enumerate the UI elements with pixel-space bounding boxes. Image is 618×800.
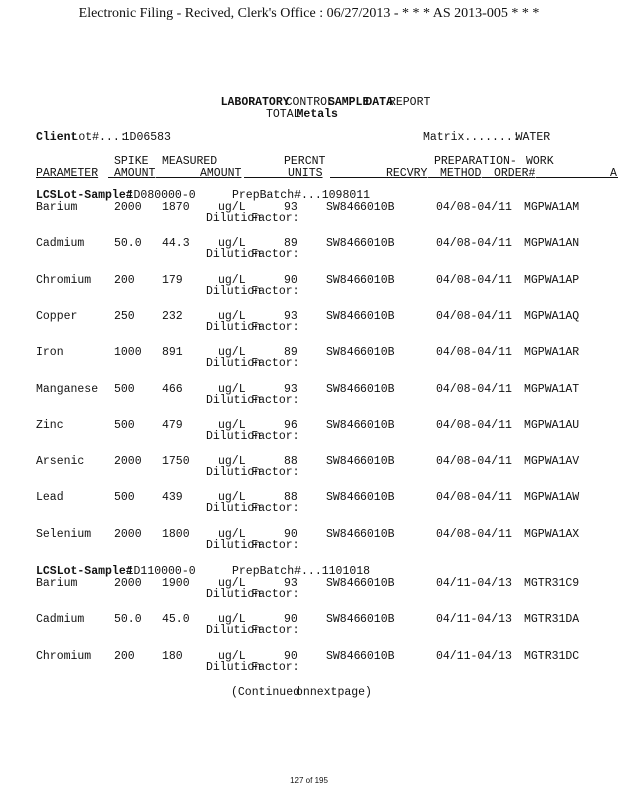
header-measured: MEASURED bbox=[162, 155, 218, 168]
recovery-cell: 89 bbox=[284, 237, 298, 251]
units-cell: ug/L bbox=[218, 237, 246, 251]
dilution-factor-line bbox=[206, 588, 300, 601]
work-order-cell: MGPWA1AX bbox=[524, 527, 580, 541]
dilution-factor-line bbox=[206, 248, 300, 261]
dilution-label: Dilution bbox=[206, 212, 262, 225]
dilution-label: Dilution bbox=[206, 429, 262, 443]
continued-note bbox=[231, 686, 372, 699]
title-sample: SAMPLE bbox=[327, 96, 370, 109]
dilution-label: Dilution bbox=[206, 393, 262, 407]
units-cell: ug/L bbox=[218, 346, 246, 360]
dilution-factor-line bbox=[206, 321, 300, 334]
prep-date-cell: 04/08-04/11 bbox=[436, 491, 512, 505]
title-report: REPORT bbox=[388, 96, 431, 109]
method-sw-cell: SW846 bbox=[326, 649, 361, 663]
header-underline-4 bbox=[330, 167, 386, 180]
factor-label: Factor: bbox=[251, 357, 300, 371]
recovery-cell: 90 bbox=[284, 527, 298, 541]
header-underline-7 bbox=[536, 167, 610, 180]
units-cell: ug/L bbox=[218, 527, 246, 541]
prep-date-cell: 04/08-04/11 bbox=[436, 237, 512, 251]
method-sw-cell: SW846 bbox=[326, 491, 361, 505]
dilution-factor-line bbox=[206, 539, 300, 552]
spike-amount-cell: 250 bbox=[114, 309, 135, 323]
report-subtitle bbox=[266, 108, 338, 121]
header-underline-5 bbox=[428, 167, 440, 180]
prep-date-cell: 04/08-04/11 bbox=[436, 273, 512, 287]
dilution-factor-line bbox=[206, 212, 300, 225]
prep-date-cell: 04/08-04/11 bbox=[436, 201, 512, 214]
measured-amount-cell: 1750 bbox=[162, 455, 190, 469]
dilution-factor-line bbox=[206, 502, 300, 515]
method-code-cell: 6010B bbox=[360, 346, 395, 360]
work-order-cell: MGPWA1AT bbox=[524, 382, 580, 396]
spike-amount-cell: 50.0 bbox=[114, 237, 142, 251]
lcs-lot-value: 1D080000-0 bbox=[126, 189, 196, 202]
prep-batch-line: PrepBatch#...1101018 bbox=[232, 565, 371, 578]
prep-batch-value: 1098011 bbox=[321, 189, 371, 202]
param-cell: Zinc bbox=[36, 418, 64, 432]
units-cell: ug/L bbox=[218, 613, 246, 627]
work-order-cell: MGPWA1AU bbox=[524, 418, 580, 432]
dilution-label: Dilution bbox=[206, 284, 262, 298]
factor-label: Factor: bbox=[251, 466, 300, 480]
work-order-cell: MGPWA1AV bbox=[524, 455, 580, 469]
lcs-lot-value: 1D110000-0 bbox=[126, 565, 196, 578]
work-order-cell: MGPWA1AM bbox=[524, 201, 580, 214]
prep-date-cell: 04/11-04/13 bbox=[436, 613, 512, 627]
factor-label: Factor: bbox=[251, 212, 300, 225]
measured-amount-cell: 179 bbox=[162, 273, 183, 287]
measured-amount-cell: 891 bbox=[162, 346, 183, 360]
work-order-cell: MGPWA1AR bbox=[524, 346, 580, 360]
measured-amount-cell: 45.0 bbox=[162, 613, 190, 627]
recovery-cell: 88 bbox=[284, 491, 298, 505]
client-lot-line bbox=[36, 131, 171, 144]
dilution-label: Dilution bbox=[206, 466, 262, 480]
continued-page: page) bbox=[337, 686, 372, 699]
units-cell: ug/L bbox=[218, 382, 246, 396]
prep-date-cell: 04/11-04/13 bbox=[436, 577, 512, 590]
page-total: 195 bbox=[314, 776, 328, 785]
param-cell: Cadmium bbox=[36, 237, 85, 251]
factor-label: Factor: bbox=[251, 248, 300, 262]
method-code-cell: 6010B bbox=[360, 237, 395, 251]
param-cell: Iron bbox=[36, 346, 64, 360]
param-cell: Selenium bbox=[36, 527, 92, 541]
dilution-label: Dilution bbox=[206, 357, 262, 371]
factor-label: Factor: bbox=[251, 284, 300, 298]
method-sw-cell: SW846 bbox=[326, 577, 361, 590]
header-underline-6 bbox=[482, 167, 494, 180]
header-preparation: PREPARATION- bbox=[434, 155, 517, 168]
param-cell: Copper bbox=[36, 309, 78, 323]
dilution-factor-line bbox=[206, 466, 300, 479]
matrix-label: Matrix.......: bbox=[423, 131, 520, 144]
units-cell: ug/L bbox=[218, 273, 246, 287]
recovery-cell: 88 bbox=[284, 455, 298, 469]
param-cell: Barium bbox=[36, 201, 78, 214]
measured-amount-cell: 466 bbox=[162, 382, 183, 396]
work-order-cell: MGTR31C9 bbox=[524, 577, 580, 590]
matrix-line bbox=[423, 131, 550, 144]
work-order-cell: MGPWA1AP bbox=[524, 273, 580, 287]
recovery-cell: 90 bbox=[284, 613, 298, 627]
method-code-cell: 6010B bbox=[360, 418, 395, 432]
recovery-cell: 90 bbox=[284, 273, 298, 287]
factor-label: Factor: bbox=[251, 320, 300, 334]
continued-next: next bbox=[309, 686, 338, 699]
units-cell: ug/L bbox=[218, 309, 246, 323]
method-sw-cell: SW846 bbox=[326, 346, 361, 360]
recovery-cell: 93 bbox=[284, 201, 298, 214]
header-order: ORDER# bbox=[494, 167, 536, 180]
method-code-cell: 6010B bbox=[360, 309, 395, 323]
header-spike: SPIKE bbox=[114, 155, 149, 168]
param-cell: Cadmium bbox=[36, 613, 85, 627]
measured-amount-cell: 232 bbox=[162, 309, 183, 323]
method-sw-cell: SW846 bbox=[326, 527, 361, 541]
spike-amount-cell: 200 bbox=[114, 649, 135, 663]
continued-on: on bbox=[296, 686, 310, 699]
header-work: WORK bbox=[526, 155, 554, 168]
method-code-cell: 6010B bbox=[360, 577, 395, 590]
spike-amount-cell: 2000 bbox=[114, 455, 142, 469]
spike-amount-cell: 50.0 bbox=[114, 613, 142, 627]
spike-amount-cell: 200 bbox=[114, 273, 135, 287]
dilution-label: Dilution bbox=[206, 320, 262, 334]
factor-label: Factor: bbox=[251, 538, 300, 552]
param-cell: Chromium bbox=[36, 649, 92, 663]
lot-value: 1D06583 bbox=[122, 131, 171, 144]
units-cell: ug/L bbox=[218, 577, 246, 590]
header-method: METHOD bbox=[440, 167, 482, 180]
recovery-cell: 93 bbox=[284, 577, 298, 590]
header-percnt: PERCNT bbox=[284, 155, 326, 168]
measured-amount-cell: 44.3 bbox=[162, 237, 190, 251]
dilution-label: Dilution bbox=[206, 624, 262, 638]
param-cell: Lead bbox=[36, 491, 64, 505]
param-cell: Chromium bbox=[36, 273, 92, 287]
dilution-label: Dilution bbox=[206, 660, 262, 674]
subtitle-metals: Metals bbox=[296, 108, 338, 121]
recovery-cell: 89 bbox=[284, 346, 298, 360]
method-sw-cell: SW846 bbox=[326, 382, 361, 396]
dilution-label: Dilution bbox=[206, 588, 262, 601]
title-control: CONTROL bbox=[285, 96, 334, 109]
method-sw-cell: SW846 bbox=[326, 455, 361, 469]
work-order-cell: MGPWA1AW bbox=[524, 491, 580, 505]
lot-label: Lot#...: bbox=[71, 131, 127, 144]
method-sw-cell: SW846 bbox=[326, 309, 361, 323]
dilution-factor-line bbox=[206, 394, 300, 407]
spike-amount-cell: 500 bbox=[114, 491, 135, 505]
electronic-filing-header: Electronic Filing - Recived, Clerk's Office : 06/27/2013 - * * * AS 2013-005 * * * bbox=[78, 6, 540, 21]
spike-amount-cell: 500 bbox=[114, 418, 135, 432]
prep-batch-line: PrepBatch#...1098011 bbox=[232, 189, 371, 202]
method-code-cell: 6010B bbox=[360, 649, 395, 663]
prep-batch-label: PrepBatch# bbox=[232, 189, 302, 202]
page-footer bbox=[0, 776, 618, 785]
subtitle-total: TOTAL bbox=[266, 108, 301, 121]
prep-batch-value: 1101018 bbox=[321, 565, 371, 578]
dilution-label: Dilution bbox=[206, 502, 262, 516]
prep-date-cell: 04/08-04/11 bbox=[436, 455, 512, 469]
work-order-cell: MGTR31DC bbox=[524, 649, 580, 663]
work-order-cell: MGTR31DA bbox=[524, 613, 580, 627]
prep-date-cell: 04/08-04/11 bbox=[436, 309, 512, 323]
title-data: DATA bbox=[365, 96, 393, 109]
header-measured-amount: AMOUNT bbox=[200, 167, 242, 180]
method-code-cell: 6010B bbox=[360, 491, 395, 505]
param-cell: Arsenic bbox=[36, 455, 85, 469]
method-sw-cell: SW846 bbox=[326, 273, 361, 287]
prep-date-cell: 04/08-04/11 bbox=[436, 527, 512, 541]
dilution-factor-line bbox=[206, 430, 300, 443]
header-underline-3 bbox=[244, 167, 288, 180]
prep-date-cell: 04/08-04/11 bbox=[436, 382, 512, 396]
header-units: UNITS bbox=[288, 167, 323, 180]
client-label: Client bbox=[36, 131, 78, 144]
method-code-cell: 6010B bbox=[360, 527, 395, 541]
spike-amount-cell: 500 bbox=[114, 382, 135, 396]
method-sw-cell: SW846 bbox=[326, 418, 361, 432]
header-a: A bbox=[610, 167, 617, 180]
prep-date-cell: 04/11-04/13 bbox=[436, 649, 512, 663]
header-underline-2 bbox=[156, 167, 200, 180]
method-code-cell: 6010B bbox=[360, 201, 395, 214]
page-of: of bbox=[305, 776, 313, 785]
param-cell: Barium bbox=[36, 577, 78, 590]
dilution-factor-line bbox=[206, 624, 300, 637]
lcs-lot-label: LCSLot-Sample# bbox=[36, 189, 133, 202]
header-recvry: RECVRY bbox=[386, 167, 428, 180]
units-cell: ug/L bbox=[218, 649, 246, 663]
units-cell: ug/L bbox=[218, 491, 246, 505]
prep-batch-label: PrepBatch# bbox=[232, 565, 302, 578]
measured-amount-cell: 1800 bbox=[162, 527, 190, 541]
work-order-cell: MGPWA1AQ bbox=[524, 309, 580, 323]
header-parameter: PARAMETER bbox=[36, 167, 99, 180]
spike-amount-cell: 2000 bbox=[114, 201, 142, 214]
factor-label: Factor: bbox=[251, 502, 300, 516]
header-amount: AMOUNT bbox=[114, 167, 156, 180]
method-code-cell: 6010B bbox=[360, 455, 395, 469]
factor-label: Factor: bbox=[251, 588, 300, 601]
prep-date-cell: 04/08-04/11 bbox=[436, 418, 512, 432]
matrix-value: WATER bbox=[515, 131, 551, 144]
measured-amount-cell: 1900 bbox=[162, 577, 190, 590]
recovery-cell: 93 bbox=[284, 382, 298, 396]
dilution-label: Dilution bbox=[206, 538, 262, 552]
factor-label: Factor: bbox=[251, 393, 300, 407]
recovery-cell: 93 bbox=[284, 309, 298, 323]
factor-label: Factor: bbox=[251, 624, 300, 638]
page-number: 127 bbox=[290, 776, 304, 785]
dilution-factor-line bbox=[206, 357, 300, 370]
method-code-cell: 6010B bbox=[360, 273, 395, 287]
work-order-cell: MGPWA1AN bbox=[524, 237, 580, 251]
continued-word: (Continued bbox=[231, 686, 301, 699]
factor-label: Factor: bbox=[251, 429, 300, 443]
prep-date-cell: 04/08-04/11 bbox=[436, 346, 512, 360]
spike-amount-cell: 1000 bbox=[114, 346, 142, 360]
method-code-cell: 6010B bbox=[360, 613, 395, 627]
dilution-factor-line bbox=[206, 661, 300, 674]
method-code-cell: 6010B bbox=[360, 382, 395, 396]
measured-amount-cell: 439 bbox=[162, 491, 183, 505]
spike-amount-cell: 2000 bbox=[114, 577, 142, 590]
units-cell: ug/L bbox=[218, 418, 246, 432]
spike-amount-cell: 2000 bbox=[114, 527, 142, 541]
measured-amount-cell: 180 bbox=[162, 649, 183, 663]
method-sw-cell: SW846 bbox=[326, 201, 361, 214]
measured-amount-cell: 1870 bbox=[162, 201, 190, 214]
recovery-cell: 96 bbox=[284, 418, 298, 432]
dilution-factor-line bbox=[206, 285, 300, 298]
units-cell: ug/L bbox=[218, 455, 246, 469]
measured-amount-cell: 479 bbox=[162, 418, 183, 432]
dilution-label: Dilution bbox=[206, 248, 262, 262]
units-cell: ug/L bbox=[218, 201, 246, 214]
recovery-cell: 90 bbox=[284, 649, 298, 663]
method-sw-cell: SW846 bbox=[326, 237, 361, 251]
param-cell: Manganese bbox=[36, 382, 99, 396]
lcs-lot-label: LCSLot-Sample# bbox=[36, 565, 133, 578]
title-laboratory: LABORATORY bbox=[220, 96, 290, 109]
factor-label: Factor: bbox=[251, 660, 300, 674]
method-sw-cell: SW846 bbox=[326, 613, 361, 627]
